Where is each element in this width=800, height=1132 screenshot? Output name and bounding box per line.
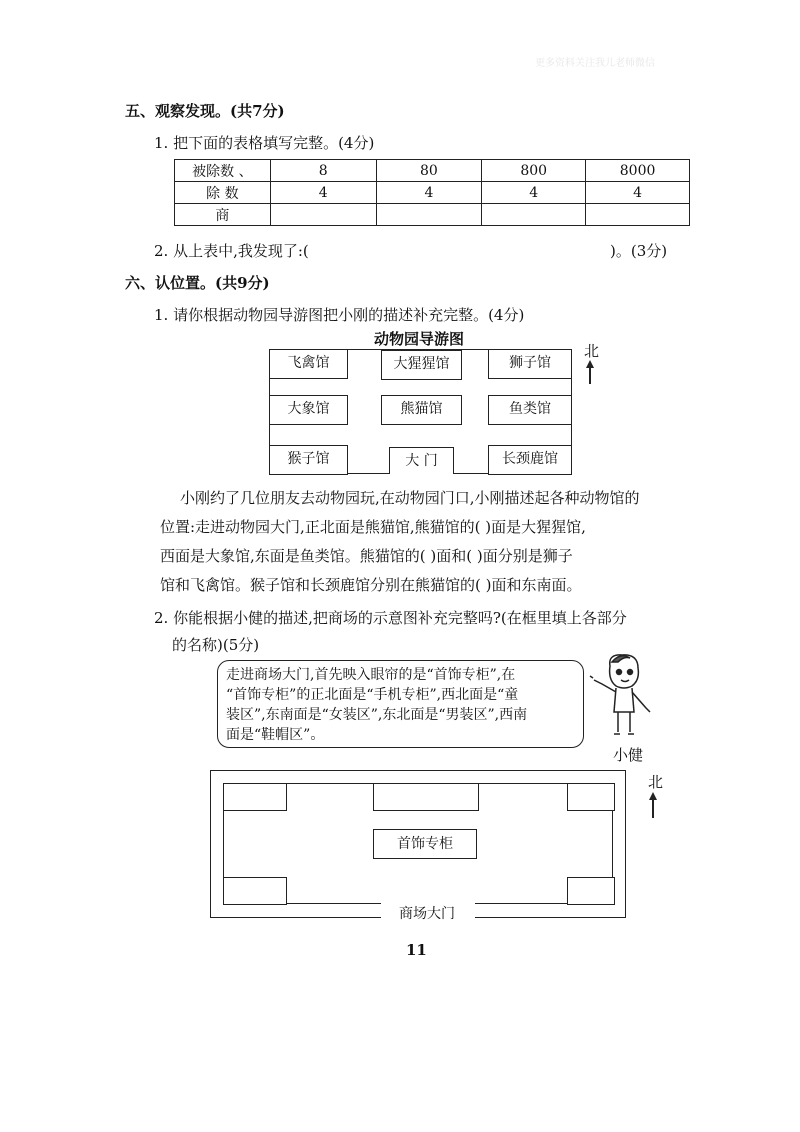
paragraph-line: 小刚约了几位朋友去动物园玩,在动物园门口,小刚描述起各种动物馆的 <box>180 489 640 507</box>
table-row <box>175 204 690 226</box>
question-5-1: 1. 把下面的表格填写完整。(4分) <box>154 134 375 152</box>
mall-jewelry-counter: 首饰专柜 <box>373 829 477 859</box>
paragraph-line: 位置:走进动物园大门,正北面是熊猫馆,熊猫馆的( )面是大猩猩馆, <box>160 518 586 536</box>
speech-line: 面是“鞋帽区”。 <box>226 727 325 743</box>
table-row <box>175 182 690 204</box>
north-arrow-line <box>589 366 591 384</box>
section-6-title: 六、认位置。(共9分) <box>125 274 270 292</box>
answer-cell[interactable] <box>270 204 376 226</box>
section-5-title: 五、观察发现。(共7分) <box>125 102 285 120</box>
speech-bubble <box>217 660 584 748</box>
question-5-2-end: )。(3分) <box>610 242 668 260</box>
question-line: 的名称)(5分) <box>172 636 260 654</box>
answer-cell[interactable] <box>586 204 690 226</box>
zoo-monkey: 猴子馆 <box>269 445 348 475</box>
zoo-lion: 狮子馆 <box>488 349 572 379</box>
boy-character-icon <box>588 652 654 744</box>
answer-cell[interactable] <box>376 204 482 226</box>
table-cell: 80 <box>376 160 482 182</box>
zoo-elephant: 大象馆 <box>269 395 348 425</box>
zoo-birds: 飞禽馆 <box>269 349 348 379</box>
table-row <box>175 160 690 182</box>
table-cell: 8000 <box>586 160 690 182</box>
mall-north-label: 北 <box>648 773 664 791</box>
row-label: 商 <box>175 204 271 226</box>
table-cell: 800 <box>482 160 586 182</box>
page-number: 11 <box>406 941 427 959</box>
speech-text <box>226 665 527 745</box>
zoo-fish: 鱼类馆 <box>488 395 572 425</box>
question-6-1: 1. 请你根据动物园导游图把小刚的描述补充完整。(4分) <box>154 306 525 324</box>
division-table <box>174 159 690 226</box>
mall-area-northwest[interactable] <box>223 783 287 811</box>
question-6-2 <box>154 605 627 659</box>
zoo-map-title: 动物园导游图 <box>374 330 465 348</box>
answer-cell[interactable] <box>482 204 586 226</box>
mall-map <box>210 770 626 922</box>
watermark: 更多资料关注我儿老师微信 <box>535 58 655 69</box>
description-paragraph <box>160 484 640 600</box>
zoo-giraffe: 长颈鹿馆 <box>488 445 572 475</box>
speech-line: “首饰专柜”的正北面是“手机专柜”,西北面是“童 <box>226 687 519 703</box>
character-name: 小健 <box>613 746 644 764</box>
table-cell: 4 <box>376 182 482 204</box>
mall-area-north[interactable] <box>373 783 479 811</box>
mall-north-arrow-line <box>652 798 654 818</box>
row-label: 被除数 、 <box>175 160 271 182</box>
zoo-panda: 熊猫馆 <box>381 395 462 425</box>
mall-area-southwest[interactable] <box>223 877 287 905</box>
mall-gate: 商场大门 <box>399 906 455 922</box>
speech-line: 装区”,东南面是“女装区”,东北面是“男装区”,西南 <box>226 707 528 723</box>
row-label: 除 数 <box>175 182 271 204</box>
table-cell: 4 <box>482 182 586 204</box>
question-line: 2. 你能根据小健的描述,把商场的示意图补充完整吗?(在框里填上各部分 <box>154 609 627 627</box>
table-cell: 4 <box>270 182 376 204</box>
table-cell: 8 <box>270 160 376 182</box>
speech-line: 走进商场大门,首先映入眼帘的是“首饰专柜”,在 <box>226 667 516 683</box>
table-cell: 4 <box>586 182 690 204</box>
question-5-2: 2. 从上表中,我发现了:( <box>154 242 309 260</box>
zoo-gate: 大 门 <box>389 447 454 474</box>
zoo-orangutan: 大猩猩馆 <box>381 350 462 380</box>
paragraph-line: 馆和飞禽馆。猴子馆和长颈鹿馆分别在熊猫馆的( )面和东南面。 <box>160 576 582 594</box>
mall-area-northeast[interactable] <box>567 783 615 811</box>
zoo-map <box>269 349 572 474</box>
north-label: 北 <box>584 342 600 360</box>
mall-area-southeast[interactable] <box>567 877 615 905</box>
paragraph-line: 西面是大象馆,东面是鱼类馆。熊猫馆的( )面和( )面分别是狮子 <box>160 547 573 565</box>
